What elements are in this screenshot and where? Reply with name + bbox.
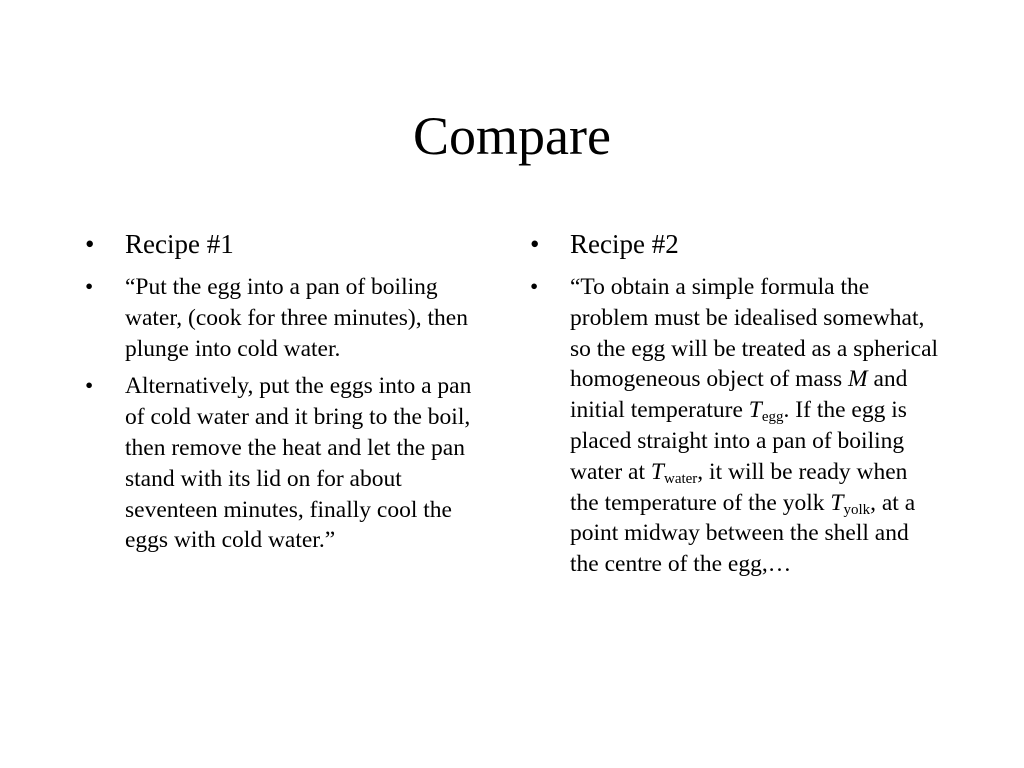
quote-text: , at a point midway between the shell and the centre of the egg,… <box>570 489 916 578</box>
temperature-variable: T <box>650 458 664 485</box>
bullet-icon: • <box>85 229 95 259</box>
egg-subscript: egg <box>761 409 784 426</box>
bullet-icon: • <box>85 373 94 400</box>
recipe-1-heading <box>85 226 495 262</box>
recipe-1-item <box>85 371 495 556</box>
bullet-icon: • <box>530 274 539 300</box>
yolk-subscript: yolk <box>843 501 871 518</box>
right-column <box>530 226 940 587</box>
recipe-2-item <box>530 272 940 580</box>
recipe-2-heading <box>530 226 940 262</box>
slide-title: Compare <box>413 106 611 166</box>
water-subscript: water <box>663 470 698 487</box>
mass-variable: M <box>848 366 868 393</box>
bullet-icon: • <box>530 229 540 259</box>
recipe-1-item-text: “Put the egg into a pan of boiling water, (cook for three minutes), then plunge into cold water. <box>125 274 468 362</box>
quote-text: and initial temperature <box>570 366 908 424</box>
recipe-1-heading-text: Recipe #1 <box>125 229 234 259</box>
bullet-icon: • <box>85 274 94 300</box>
quote-text: “To obtain a simple formula the problem must be idealised somewhat, so the egg will be treated as a spherical homogeneous object of mass <box>570 274 939 393</box>
recipe-2-heading-text: Recipe #2 <box>570 229 679 259</box>
quote-text: , it will be ready when the temperature of the yolk <box>570 458 908 516</box>
left-column <box>85 226 495 563</box>
recipe-1-item-text: Alternatively, put the eggs into a pan of cold water and it bring to the boil, then remove the heat and let the pan stand with its lid on for about seventeen minutes, finally cool the eggs with cold water.” <box>125 373 472 554</box>
recipe-2-item-text <box>570 274 938 577</box>
recipe-1-item <box>85 272 495 364</box>
temperature-variable: T <box>748 397 762 424</box>
temperature-variable: T <box>830 489 844 516</box>
quote-text: . If the egg is placed straight into a pan of boiling water at <box>570 397 907 485</box>
